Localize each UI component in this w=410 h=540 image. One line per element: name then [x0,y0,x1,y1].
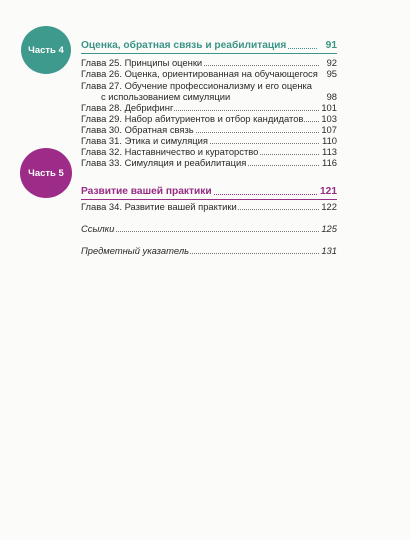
part-5-title: Развитие вашей практики [81,186,212,197]
part-4-badge [21,26,71,74]
toc-entry-title: Глава 27. Обучение профессионализму и его оценка [81,80,313,91]
toc-entry-page: 92 [326,57,337,68]
toc-entry-ch25[interactable] [81,57,337,68]
part-5-heading[interactable] [81,186,337,197]
toc-entry-ch28[interactable] [81,102,337,113]
toc-entry-page: 95 [326,68,337,79]
toc-entry-title: Глава 32. Наставничество и кураторство [81,146,259,157]
toc-entry-page: 110 [322,135,337,146]
toc-entry-title: Глава 28. Дебрифинг [81,102,174,113]
toc-entry-title: Предметный указатель [81,245,190,256]
toc-entry-ch30[interactable] [81,124,337,135]
toc-entry-ch34[interactable] [81,201,337,212]
toc-entry-title: Глава 31. Этика и симуляция [81,135,208,146]
part-4-title: Оценка, обратная связь и реабилитация [81,40,287,51]
toc-entry-title: Глава 29. Набор абитуриентов и отбор кандидатов [81,113,304,124]
toc-entry-page: 131 [321,245,337,256]
part-5-badge-label: Часть 5 [28,167,64,179]
toc-entry-page: 101 [321,102,337,113]
toc-entry-page: 113 [322,146,337,157]
toc-entry-ch26[interactable] [81,68,337,79]
toc-entry-page: 107 [321,124,337,135]
toc-entry-page: 116 [322,157,337,168]
part-5-badge [20,148,72,198]
toc-entry-title-cont: с использованием симуляции [81,91,337,102]
toc-entry-title: Глава 34. Развитие вашей практики [81,201,237,212]
toc-entry-subject-index[interactable] [81,245,337,256]
toc-entry-title: Глава 26. Оценка, ориентированная на обучающегося [81,68,318,79]
toc-entry-title: Глава 30. Обратная связь [81,124,194,135]
toc-entry-page: 125 [321,223,337,234]
toc-entry-ch32[interactable] [81,146,337,157]
toc-entry-page: 122 [321,201,337,212]
part-4-badge-label: Часть 4 [28,44,64,56]
part-4-heading[interactable] [81,40,337,51]
toc-entry-page: 103 [321,113,337,124]
toc-entry-title: Глава 33. Симуляция и реабилитация [81,157,247,168]
toc-entry-title: Ссылки [81,223,115,234]
toc-entry-title: Глава 25. Принципы оценки [81,57,203,68]
part-4-divider [81,53,337,54]
toc-entry-page: 98 [326,91,337,102]
part-5-page: 121 [320,186,337,197]
toc-entry-references[interactable] [81,223,337,234]
toc-entry-ch27[interactable] [81,80,337,102]
part-4-page: 91 [325,40,337,51]
toc-entry-ch31[interactable] [81,135,337,146]
toc-entry-ch33[interactable] [81,157,337,168]
toc-entry-ch29[interactable] [81,113,337,124]
